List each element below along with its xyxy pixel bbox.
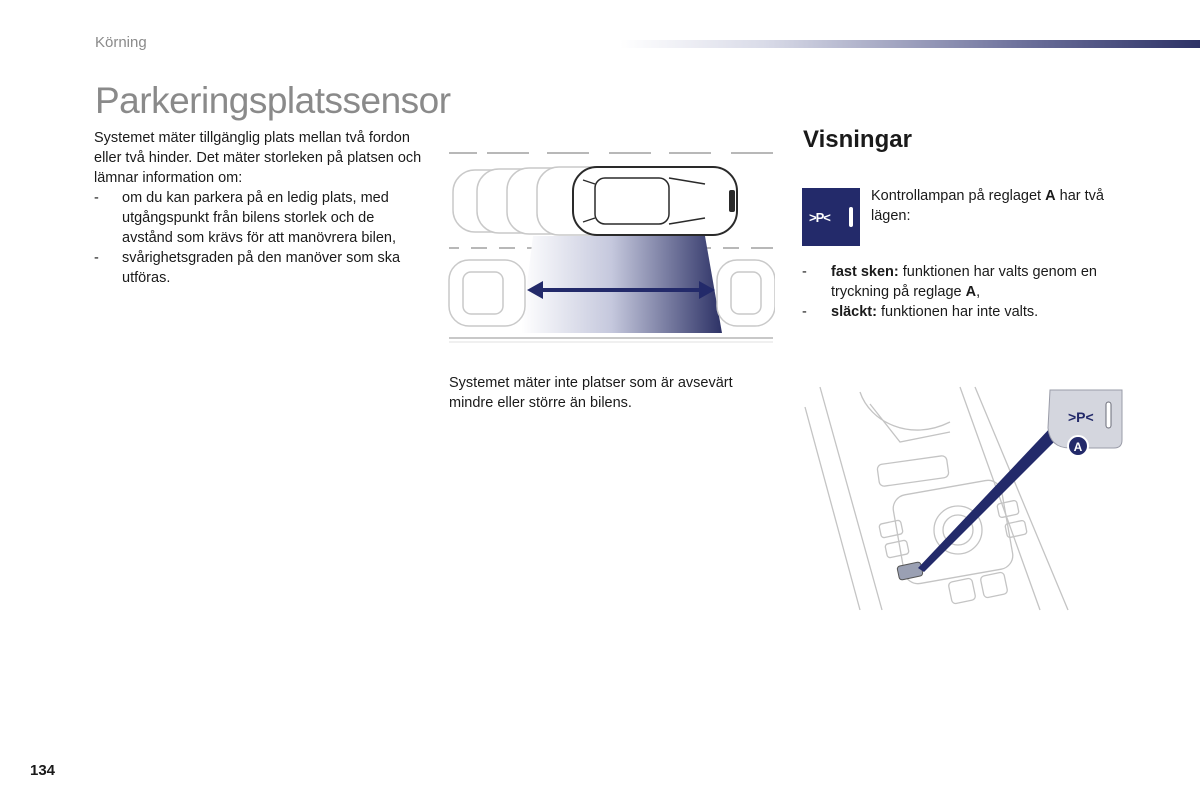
list-item — [94, 188, 424, 248]
list-item — [94, 248, 424, 288]
section-label: Körning — [95, 34, 147, 51]
bullet-dash: - — [802, 304, 807, 320]
measured-space — [521, 236, 722, 333]
bullet-text: svårighetsgraden på den manöver som ska utföras. — [122, 250, 401, 286]
bullet-dash: - — [94, 190, 99, 206]
state-term: släckt: — [831, 304, 877, 320]
lamp-bar — [849, 207, 853, 227]
parking-space-diagram — [447, 140, 775, 345]
lamp-text-part: har två lägen: — [871, 188, 1104, 224]
callout-label: A — [1073, 440, 1083, 454]
bullet-text: om du kan parkera på en ledig plats, med utgångspunkt från bilens storlek och de avstånd som krävs för att manövrera bilen, — [122, 190, 397, 246]
bullet-dash: - — [94, 250, 99, 266]
page-title: Parkeringsplatssensor — [95, 80, 451, 121]
console-outline — [805, 387, 1068, 610]
lamp-description — [871, 186, 1131, 226]
list-item — [802, 262, 1127, 302]
page-number: 134 — [30, 762, 56, 779]
state-term: fast sken: — [831, 264, 899, 280]
state-key: A — [965, 284, 977, 300]
lamp-text-part: Kontrollampan på reglaget — [871, 188, 1046, 204]
parking-symbol: >P< — [809, 209, 830, 225]
intro-paragraph: Systemet mäter tillgänglig plats mellan två fordon eller två hinder. Det mäter storleken på platsen och lämnar information om: — [94, 130, 422, 186]
intro-section — [94, 128, 424, 288]
parked-car-right — [717, 260, 775, 326]
list-item — [802, 302, 1127, 322]
states-list — [802, 262, 1127, 322]
state-text: funktionen har inte valts. — [876, 304, 1039, 320]
intro-bullet-list — [94, 188, 424, 288]
parking-button — [897, 562, 923, 581]
section-heading: Visningar — [803, 126, 912, 153]
callout-symbol: >P< — [1068, 409, 1094, 425]
lamp-states — [802, 262, 1127, 322]
callout-pointer — [918, 426, 1060, 572]
indicator-lamp-icon — [802, 188, 860, 246]
state-text: funktionen har valts genom en tryckning på reglage — [831, 264, 1097, 300]
state-text: , — [976, 284, 981, 300]
center-console-illustration — [800, 382, 1130, 612]
diagram-caption: Systemet mäter inte platser som är avsevärt mindre eller större än bilens. — [449, 375, 733, 411]
bullet-dash: - — [802, 264, 807, 280]
moving-car — [573, 167, 737, 235]
header-gradient-bar — [620, 40, 1200, 48]
lamp-text-key: A — [1045, 188, 1056, 204]
parked-car-left — [449, 260, 525, 326]
